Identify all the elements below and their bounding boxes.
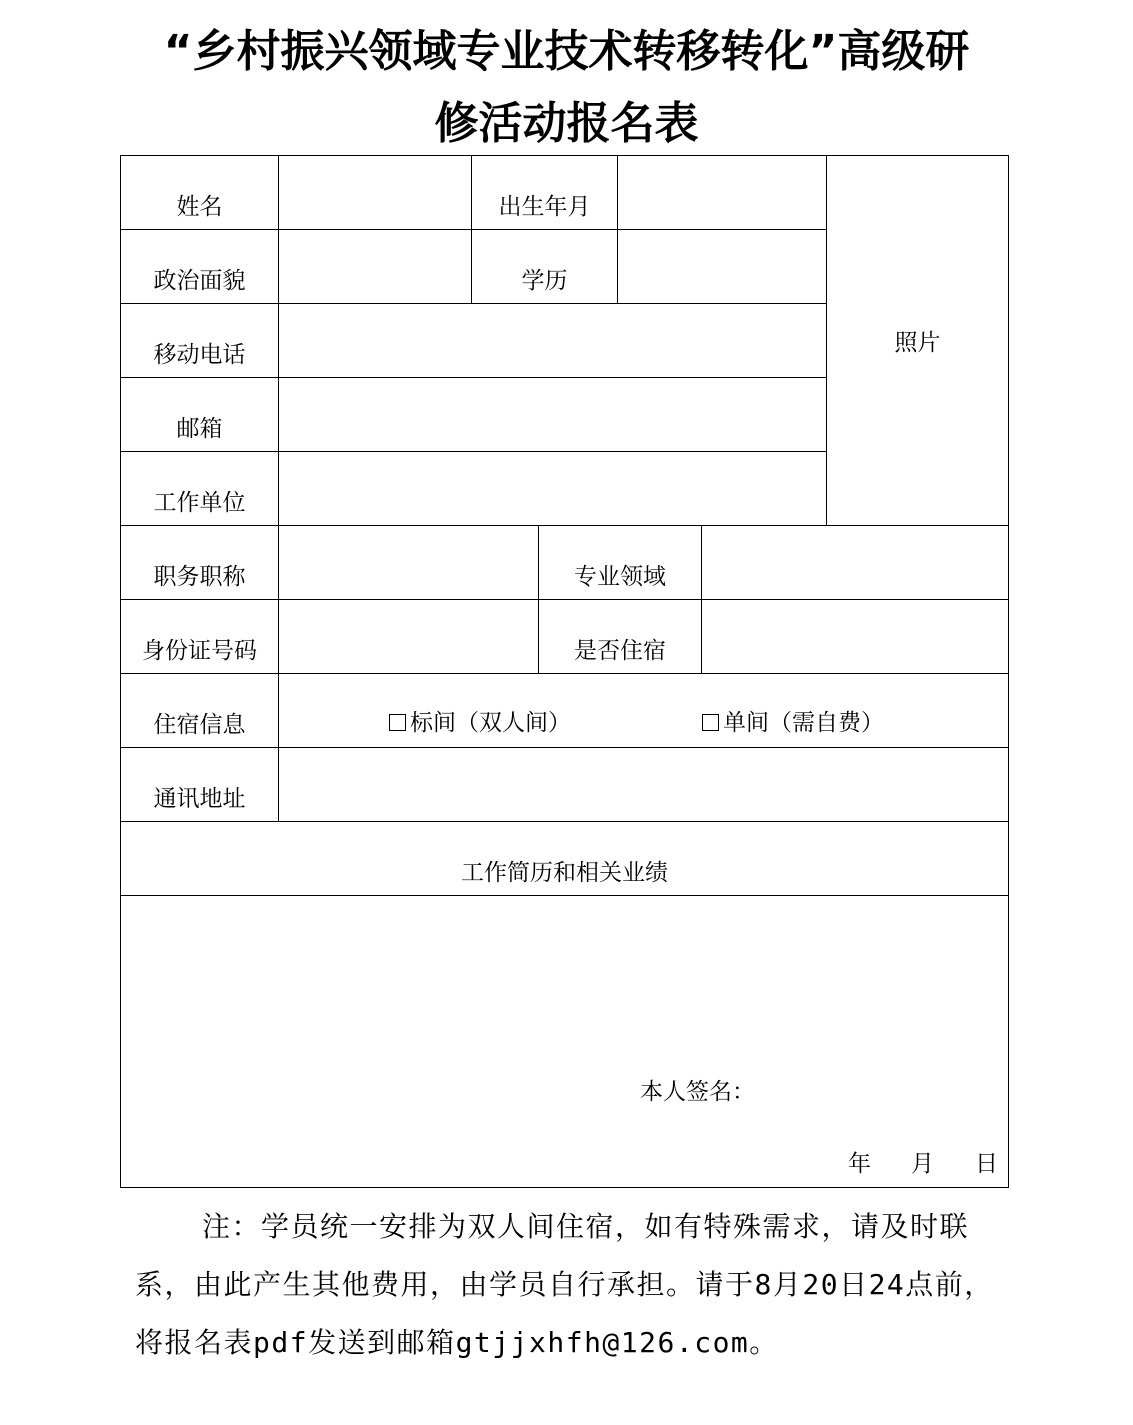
room-info-label: 住宿信息 (153, 712, 246, 738)
email-label: 邮箱 (176, 416, 223, 442)
room-option-standard-label: 标间（双人间） (410, 710, 571, 736)
lodging-label: 是否住宿 (574, 638, 666, 664)
checkbox-icon[interactable] (389, 714, 406, 731)
employer-label: 工作单位 (153, 490, 246, 516)
date-year-label: 年 (848, 1151, 871, 1177)
date-month-label: 月 (911, 1151, 934, 1177)
birth-label: 出生年月 (498, 194, 591, 220)
field-field[interactable] (702, 526, 1008, 599)
room-option-single-label: 单间（需自费） (723, 710, 884, 736)
address-field[interactable] (279, 748, 1008, 821)
id-number-field[interactable] (279, 600, 538, 673)
resume-field[interactable] (121, 896, 1008, 1187)
form-title-line1: “乡村振兴领域专业技术转移转化”高级研 (163, 26, 970, 77)
signature-label: 本人签名： (640, 1079, 755, 1105)
registration-form-table (120, 155, 1009, 1188)
lodging-field[interactable] (702, 600, 1008, 673)
position-label: 职务职称 (153, 564, 246, 590)
photo-placeholder[interactable]: 照片 (894, 330, 941, 356)
mobile-field[interactable] (279, 304, 826, 377)
position-field[interactable] (279, 526, 538, 599)
education-label: 学历 (521, 268, 568, 294)
political-status-label: 政治面貌 (153, 268, 246, 294)
resume-heading: 工作简历和相关业绩 (461, 860, 668, 886)
room-option-standard[interactable] (389, 712, 571, 735)
form-title-line2: 修活动报名表 (434, 98, 699, 149)
mobile-label: 移动电话 (153, 342, 246, 368)
checkbox-icon[interactable] (702, 714, 719, 731)
birth-field[interactable] (618, 156, 826, 229)
room-option-single[interactable] (702, 712, 884, 735)
education-field[interactable] (618, 230, 826, 303)
name-field[interactable] (279, 156, 471, 229)
political-status-field[interactable] (279, 230, 471, 303)
id-number-label: 身份证号码 (142, 638, 257, 664)
field-label: 专业领域 (574, 564, 666, 590)
date-day-label: 日 (975, 1151, 998, 1177)
address-label: 通讯地址 (153, 786, 246, 812)
email-field[interactable] (279, 378, 826, 451)
footnote: 注：学员统一安排为双人间住宿，如有特殊需求，请及时联系，由此产生其他费用，由学员自行承担。请于8月20日24点前，将报名表pdf发送到邮箱gtjjxhfh@126.com。 (135, 1210, 994, 1359)
name-label: 姓名 (176, 194, 223, 220)
employer-field[interactable] (279, 452, 826, 525)
